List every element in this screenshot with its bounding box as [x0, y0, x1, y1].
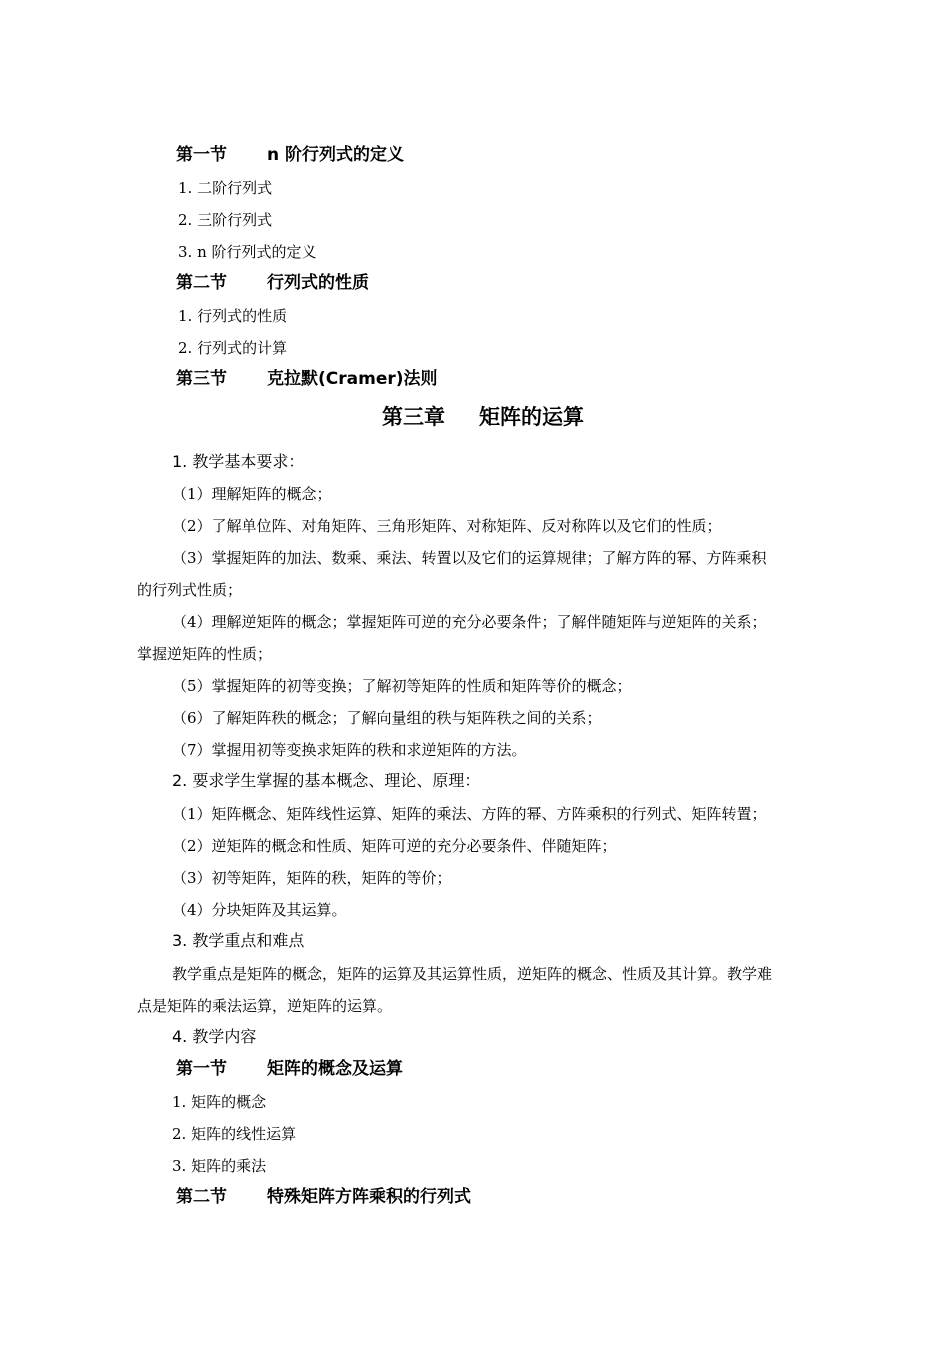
- list-item: 1. 矩阵的概念: [172, 1093, 267, 1111]
- section-heading: 第一节 n 阶行列式的定义: [176, 145, 405, 165]
- list-item: 1. 行列式的性质: [178, 307, 288, 325]
- section-heading: 第二节 特殊矩阵方阵乘积的行列式: [176, 1187, 471, 1207]
- list-item: 3. 矩阵的乘法: [172, 1157, 267, 1175]
- subheading: 3. 教学重点和难点: [172, 931, 305, 950]
- subheading: 2. 要求学生掌握的基本概念、理论、原理：: [172, 771, 481, 790]
- requirement-line: （1）理解矩阵的概念；: [172, 485, 332, 503]
- requirement-line: （7）掌握用初等变换求矩阵的秩和求逆矩阵的方法。: [172, 741, 527, 759]
- section-heading: 第二节 行列式的性质: [176, 273, 369, 293]
- subheading: 4. 教学内容: [172, 1027, 257, 1046]
- chapter-title: 第三章 矩阵的运算: [382, 405, 584, 429]
- requirement-line: （3）掌握矩阵的加法、数乘、乘法、转置以及它们的运算规律；了解方阵的幂、方阵乘积: [172, 549, 767, 567]
- concept-line: （3）初等矩阵，矩阵的秩，矩阵的等价；: [172, 869, 452, 887]
- list-item: 2. 三阶行列式: [178, 211, 273, 229]
- subheading: 1. 教学基本要求：: [172, 452, 305, 471]
- list-item: 2. 矩阵的线性运算: [172, 1125, 297, 1143]
- requirement-line: （4）理解逆矩阵的概念；掌握矩阵可逆的充分必要条件；了解伴随矩阵与逆矩阵的关系；: [172, 613, 767, 631]
- concept-line: （1）矩阵概念、矩阵线性运算、矩阵的乘法、方阵的幂、方阵乘积的行列式、矩阵转置；: [172, 805, 767, 823]
- requirement-line: （2）了解单位阵、对角矩阵、三角形矩阵、对称矩阵、反对称阵以及它们的性质；: [172, 517, 722, 535]
- requirement-line: 掌握逆矩阵的性质；: [137, 645, 273, 663]
- list-item: 3. n 阶行列式的定义: [178, 243, 317, 261]
- concept-line: （4）分块矩阵及其运算。: [172, 901, 347, 919]
- section-heading: 第三节 克拉默(Cramer)法则: [176, 369, 438, 389]
- requirement-line: 的行列式性质；: [137, 581, 243, 599]
- requirement-line: （6）了解矩阵秩的概念；了解向量组的秩与矩阵秩之间的关系；: [172, 709, 602, 727]
- concept-line: （2）逆矩阵的概念和性质、矩阵可逆的充分必要条件、伴随矩阵；: [172, 837, 617, 855]
- key-paragraph-line: 点是矩阵的乘法运算，逆矩阵的运算。: [137, 997, 393, 1015]
- section-heading: 第一节 矩阵的概念及运算: [176, 1059, 403, 1079]
- key-paragraph-line: 教学重点是矩阵的概念，矩阵的运算及其运算性质，逆矩阵的概念、性质及其计算。教学难: [172, 965, 773, 983]
- list-item: 2. 行列式的计算: [178, 339, 288, 357]
- requirement-line: （5）掌握矩阵的初等变换；了解初等矩阵的性质和矩阵等价的概念；: [172, 677, 632, 695]
- list-item: 1. 二阶行列式: [178, 179, 273, 197]
